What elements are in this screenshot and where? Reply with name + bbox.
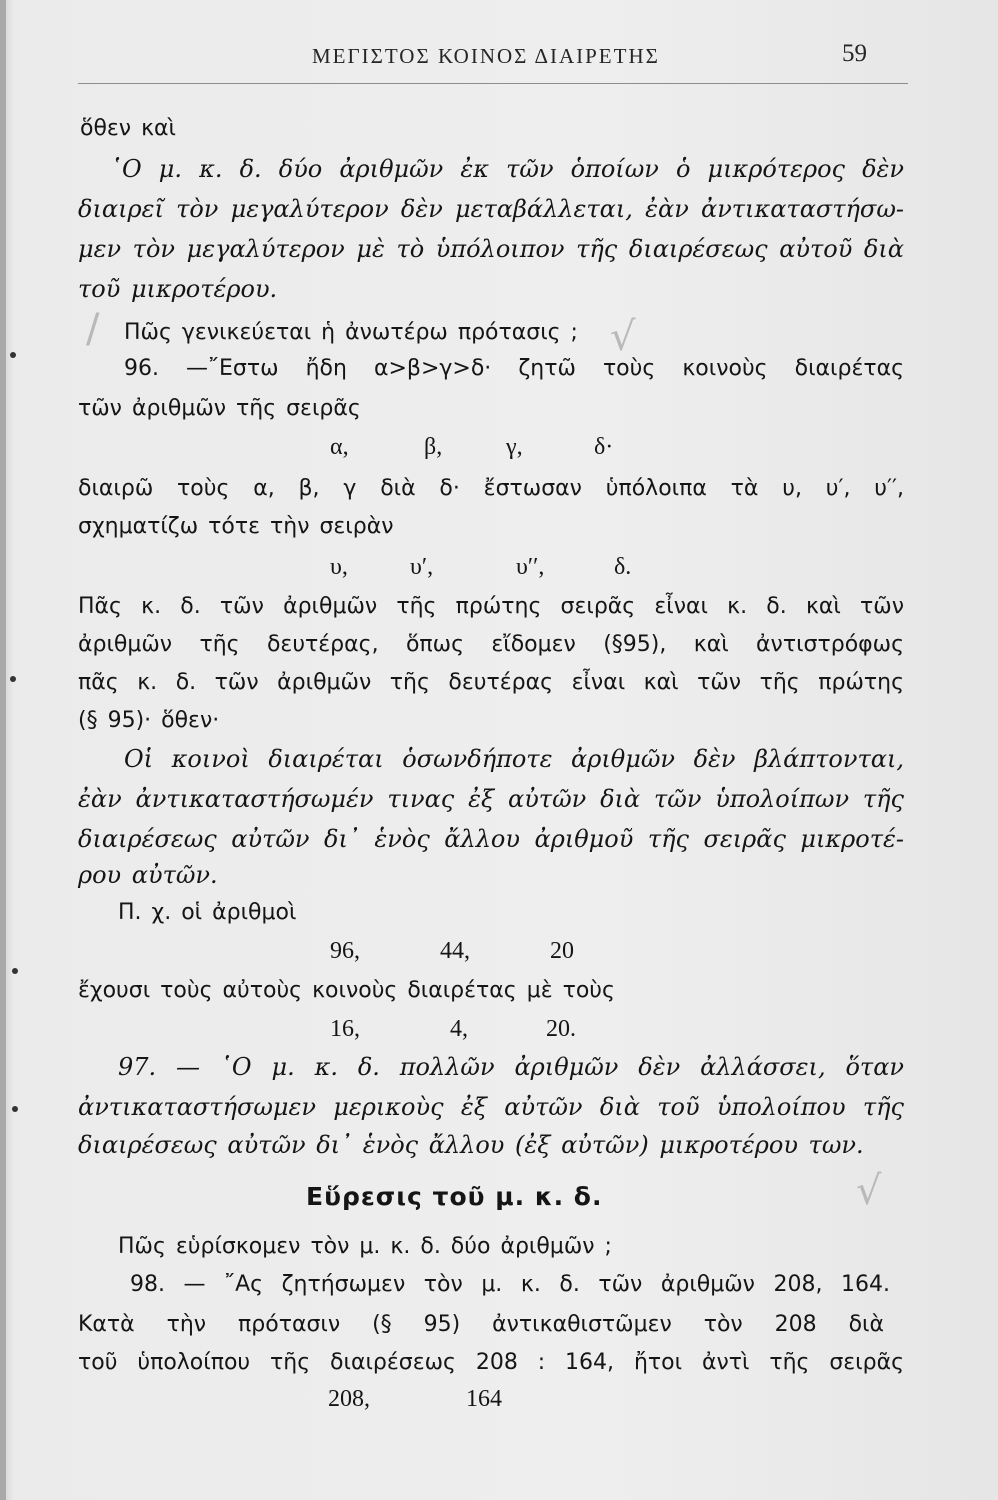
- series-item: δ.: [614, 554, 632, 580]
- rule-statement-line: ρου αὐτῶν.: [78, 861, 218, 889]
- pencil-mark: /: [86, 306, 100, 352]
- pencil-mark: √: [856, 1168, 882, 1214]
- page-number: 59: [842, 40, 867, 67]
- text-line: ῾Ο μ. κ. δ. δύο ἀριθμῶν ἐκ τῶν ὁποίων ὁ μικρότερος δὲν: [110, 155, 904, 183]
- series-item: δ·: [594, 434, 614, 460]
- paragraph-97-line: διαιρέσεως αὐτῶν δι᾽ ἑνὸς ἄλλου (ἐξ αὐτῶν) μικροτέρου των.: [78, 1131, 864, 1159]
- question-line: Πῶς εὑρίσκομεν τὸν μ. κ. δ. δύο ἀριθμῶν ;: [118, 1234, 612, 1259]
- paragraph-98-line: Κατὰ τὴν πρότασιν (§ 95) ἀντικαθιστῶμεν τὸν 208 διὰ: [78, 1312, 884, 1337]
- example-number: 96,: [330, 938, 360, 964]
- paragraph-98-line: 98. — ῎Ας ζητήσωμεν τὸν μ. κ. δ. τῶν ἀριθμῶν 208, 164.: [130, 1272, 890, 1297]
- text-line: μεν τὸν μεγαλύτερον μὲ τὸ ὑπόλοιπον τῆς διαιρέσεως αὐτοῦ διὰ: [78, 235, 904, 263]
- rule-statement-line: ἐὰν ἀντικαταστήσωμέν τινας ἐξ αὐτῶν διὰ τῶν ὑπολοίπων τῆς: [78, 785, 904, 813]
- text-line: διαιρῶ τοὺς α, β, γ διὰ δ· ἔστωσαν ὑπόλοιπα τὰ υ, υ′, υ′′,: [78, 476, 904, 501]
- running-head: ΜΕΓΙΣΤΟΣ ΚΟΙΝΟΣ ΔΙΑΙΡΕΤΗΣ: [312, 44, 660, 68]
- example-number: 16,: [330, 1016, 360, 1042]
- text-line: πᾶς κ. δ. τῶν ἀριθμῶν τῆς δευτέρας εἶναι καὶ τῶν τῆς πρώτης: [78, 670, 904, 695]
- series-item: υ,: [330, 554, 348, 580]
- text-line: διαιρεῖ τὸν μεγαλύτερον δὲν μεταβάλλεται, ἐὰν ἀντικαταστήσω-: [78, 195, 904, 223]
- example-number: 4,: [450, 1016, 468, 1042]
- text-line: τῶν ἀριθμῶν τῆς σειρᾶς: [78, 396, 361, 421]
- rule-statement-line: διαιρέσεως αὐτῶν δι᾽ ἑνὸς ἄλλου ἀριθμοῦ τῆς σειρᾶς μικροτέ-: [78, 825, 904, 853]
- header-rule: [78, 83, 908, 84]
- series-item: υ′,: [410, 554, 434, 580]
- text-line: ἀριθμῶν τῆς δευτέρας, ὅπως εἴδομεν (§95), καὶ ἀντιστρόφως: [78, 632, 904, 657]
- series-item: υ′′,: [516, 554, 545, 580]
- example-number: 20: [550, 938, 574, 964]
- page-speck: [10, 676, 16, 682]
- text-line: ἔχουσι τοὺς αὐτοὺς κοινοὺς διαιρέτας μὲ τοὺς: [78, 978, 615, 1003]
- page-speck: [10, 352, 16, 358]
- paragraph-97-line: 97. — ῾Ο μ. κ. δ. πολλῶν ἀριθμῶν δὲν ἀλλάσσει, ὅταν: [118, 1053, 904, 1081]
- question-line: Πῶς γενικεύεται ἡ ἀνωτέρω πρότασις ;: [124, 320, 578, 345]
- text-line: τοῦ μικροτέρου.: [78, 275, 278, 303]
- paragraph-98-line: τοῦ ὑπολοίπου τῆς διαιρέσεως 208 : 164, ἤτοι ἀντὶ τῆς σειρᾶς: [78, 1350, 904, 1375]
- section-heading: Εὕρεσις τοῦ μ. κ. δ.: [306, 1182, 603, 1211]
- text-line: Πᾶς κ. δ. τῶν ἀριθμῶν τῆς πρώτης σειρᾶς εἶναι κ. δ. καὶ τῶν: [78, 594, 904, 619]
- series-item: γ,: [506, 434, 523, 460]
- text-line: (§ 95)· ὅθεν·: [78, 708, 220, 733]
- example-number: 20.: [546, 1016, 576, 1042]
- text-line: σχηματίζω τότε τὴν σειρὰν: [78, 514, 394, 539]
- text-line: Π. χ. οἱ ἀριθμοὶ: [118, 900, 297, 925]
- page-spine-shadow: [0, 0, 6, 1500]
- example-number: 208,: [328, 1386, 370, 1412]
- text-line: ὅθεν καὶ: [80, 116, 177, 141]
- page-speck: [12, 1106, 18, 1112]
- example-number: 44,: [440, 938, 470, 964]
- example-number: 164: [466, 1386, 502, 1412]
- series-item: α,: [330, 434, 349, 460]
- paragraph-96-line: 96. —῎Εστω ἤδη α>β>γ>δ· ζητῶ τοὺς κοινοὺς διαιρέτας: [124, 356, 904, 381]
- paragraph-97-line: ἀντικαταστήσωμεν μερικοὺς ἐξ αὐτῶν διὰ τοῦ ὑπολοίπου τῆς: [78, 1093, 904, 1121]
- page-speck: [12, 968, 18, 974]
- rule-statement-line: Οἱ κοινοὶ διαιρέται ὁσωνδήποτε ἀριθμῶν δὲν βλάπτονται,: [124, 745, 904, 773]
- series-item: β,: [424, 434, 443, 460]
- pencil-mark: √: [610, 314, 636, 360]
